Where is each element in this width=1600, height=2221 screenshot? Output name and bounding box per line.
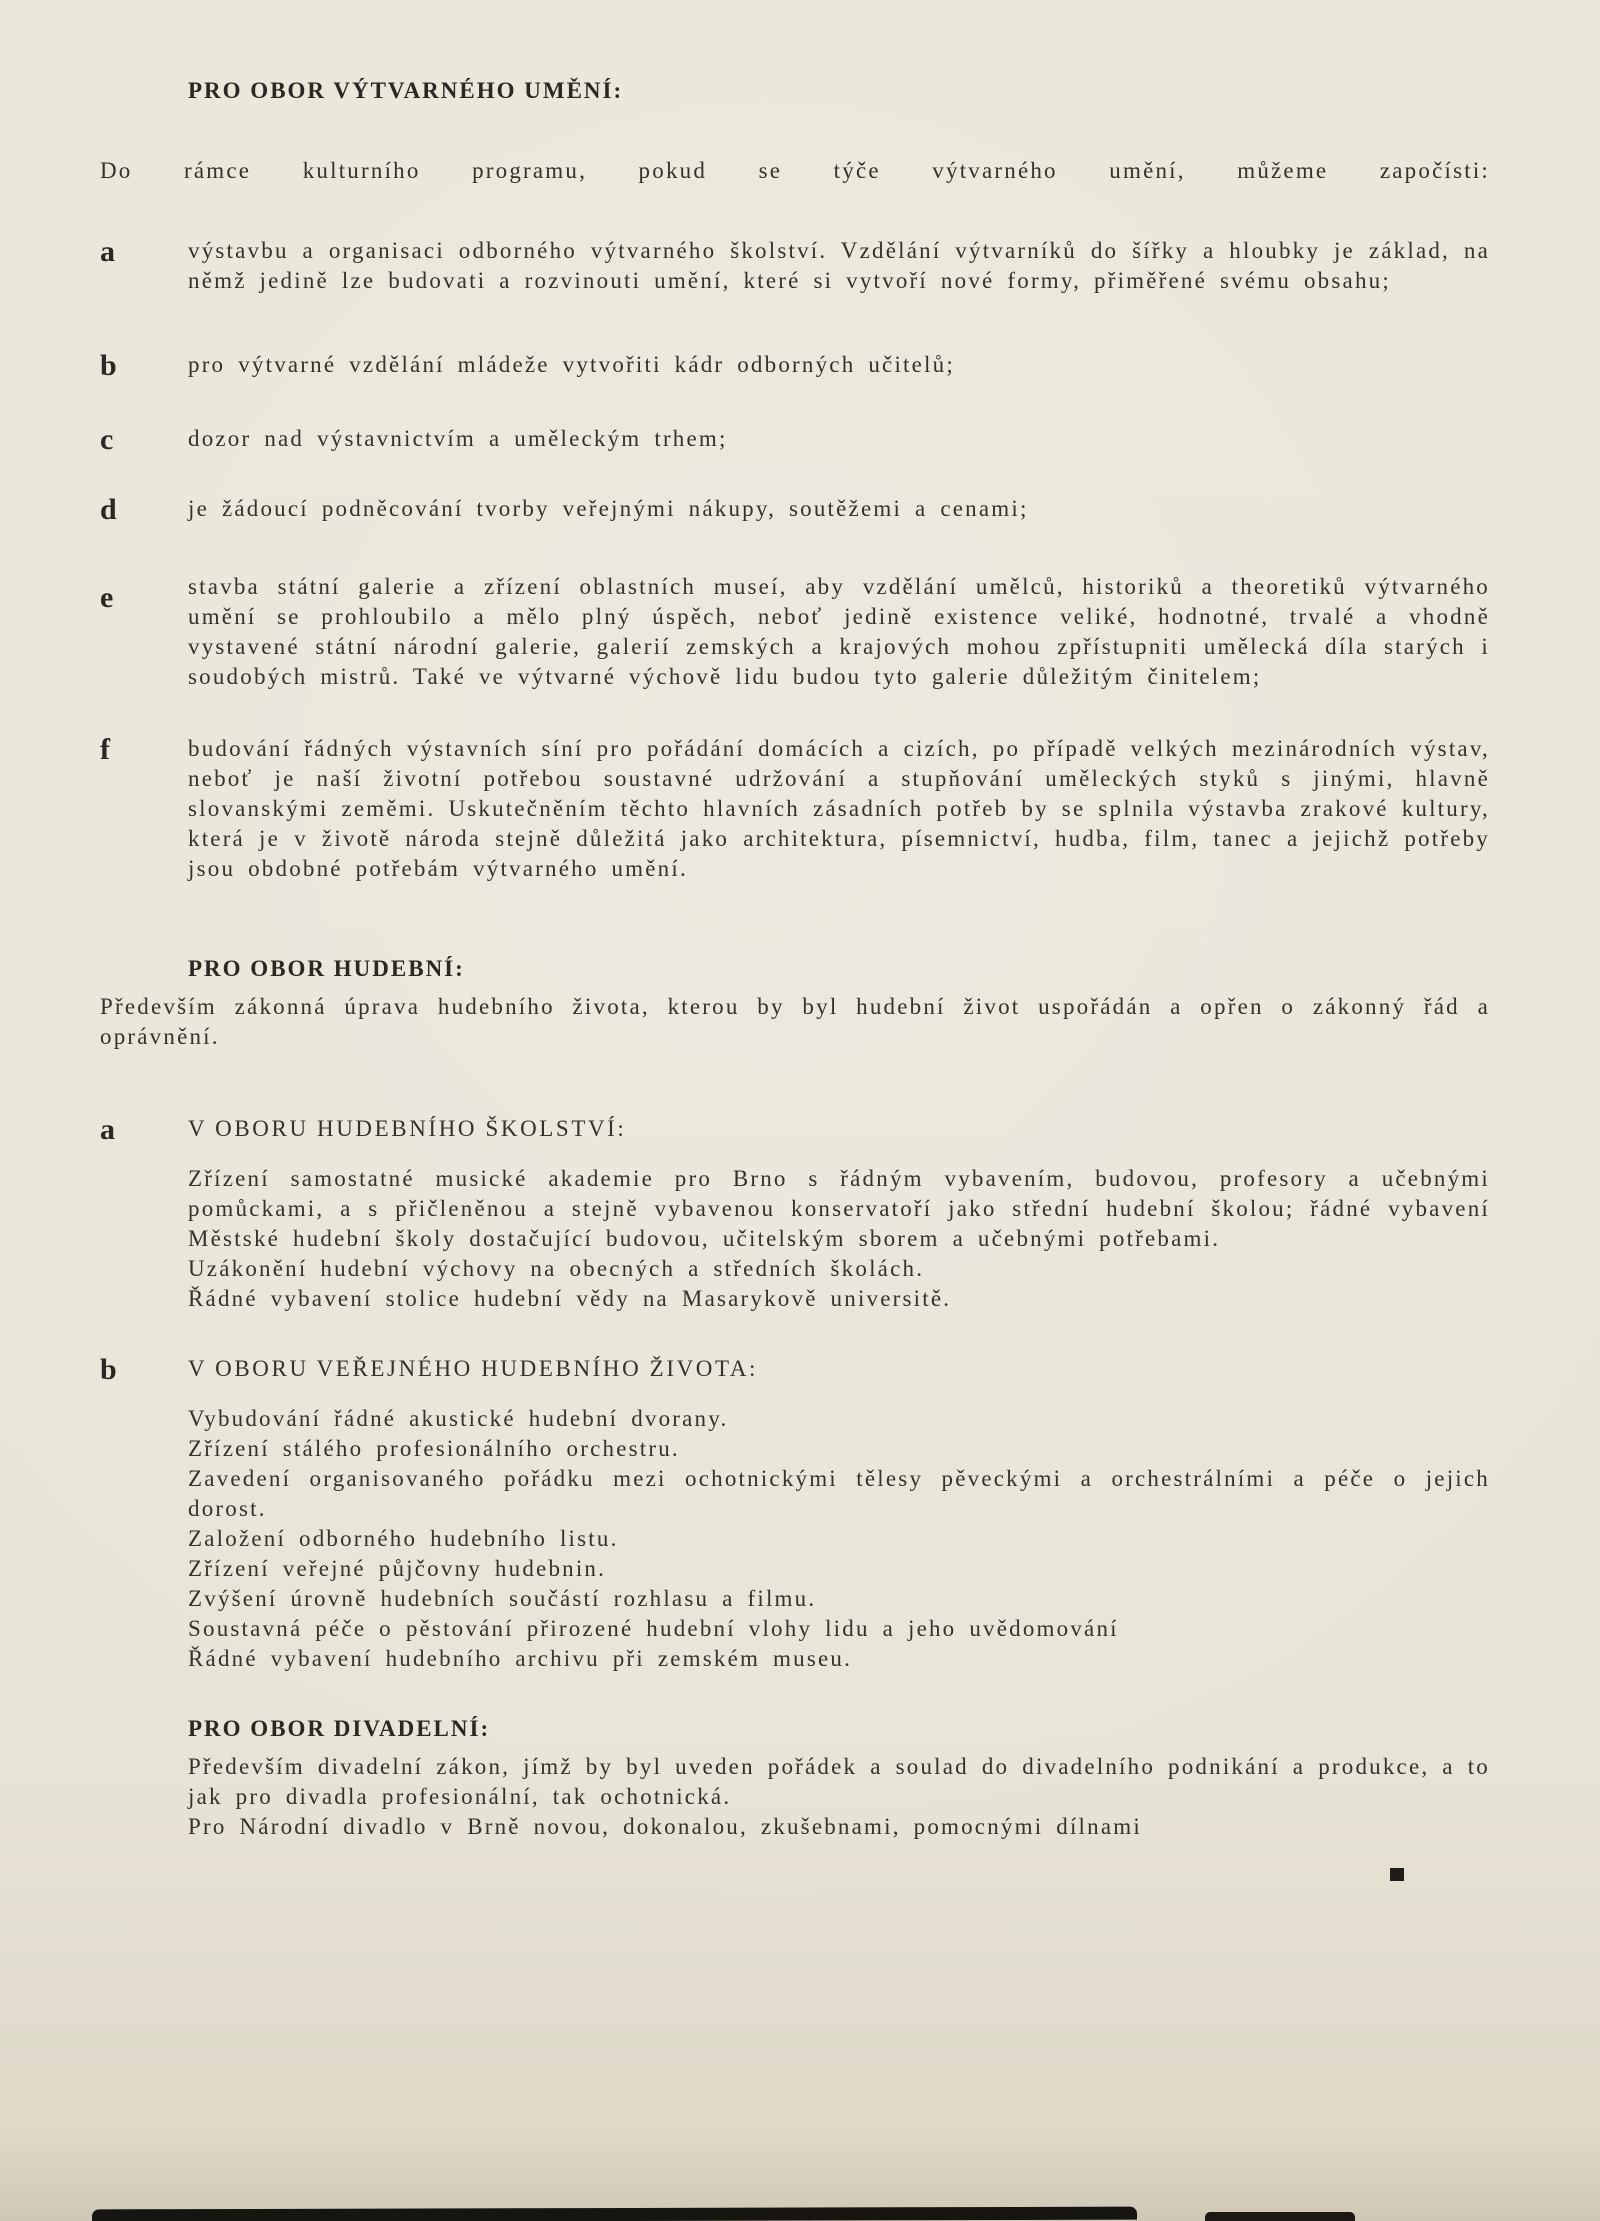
music-item-a-subheading: V OBORU HUDEBNÍHO ŠKOLSTVÍ:	[188, 1116, 627, 1141]
item-f-letter: f	[100, 733, 110, 766]
music-item-a-paragraph: Zřízení samostatné musické akademie pro Brno s řádným vybavením, budovou, profesory a učebnými pomůckami, a s přičleněnou a stejně vybavenou konservatoří jako střední hudební školou; řádné vybavení Městské hudební školy dostačující budovou, učitelským sborem a učebnými potřebami.	[188, 1166, 1490, 1251]
ink-mark	[1390, 1868, 1404, 1881]
section-heading-theatre: PRO OBOR DIVADELNÍ:	[188, 1716, 491, 1741]
scan-edge-artifact	[92, 2207, 1137, 2221]
list-item-a	[100, 236, 1490, 296]
music-item-b-line: Řádné vybavení hudebního archivu při zemském museu.	[188, 1646, 853, 1671]
item-e-text: stavba státní galerie a zřízení oblastních museí, aby vzdělání umělců, historiků a theoretiků výtvarného umění se prohloubilo a mělo plný úspěch, neboť jedině existence veliké, hodnotné, trvalé a vhodně vystavené státní národní galerie, galerií zemských a krajových mohou zpřístupniti umělecká díla starých i soudobých mistrů. Také ve výtvarné výchově lidu budou tyto galerie důležitým činitelem;	[188, 574, 1490, 689]
section-heading-visual-arts: PRO OBOR VÝTVARNÉHO UMĚNÍ:	[188, 78, 624, 103]
item-d-letter: d	[100, 493, 117, 526]
visual-arts-intro: Do rámce kulturního programu, pokud se týče výtvarného umění, můžeme započísti:	[100, 158, 1490, 183]
music-item-b-line: Zřízení veřejné půjčovny hudebnin.	[188, 1556, 607, 1581]
item-d-text: je žádoucí podněcování tvorby veřejnými nákupy, soutěžemi a cenami;	[188, 496, 1029, 521]
music-item-b-line: Zvýšení úrovně hudebních součástí rozhlasu a filmu.	[188, 1586, 817, 1611]
item-b-text: pro výtvarné vzdělání mládeže vytvořiti kádr odborných učitelů;	[188, 352, 955, 377]
music-intro: Především zákonná úprava hudebního života, kterou by byl hudební život uspořádán a opřen o zákonný řád a oprávnění.	[100, 994, 1490, 1049]
music-item-b-line: Založení odborného hudebního listu.	[188, 1526, 619, 1551]
list-item-f	[100, 734, 1490, 884]
list-item-e	[100, 572, 1490, 692]
music-item-b-block	[188, 1354, 1490, 1674]
section-heading-music: PRO OBOR HUDEBNÍ:	[188, 956, 465, 981]
scan-edge-artifact	[1205, 2212, 1355, 2221]
section-visual-arts	[100, 76, 1490, 884]
music-item-b-line: Zavedení organisovaného pořádku mezi ochotnickými tělesy pěveckými a orchestrálními a péče o jejich dorost.	[188, 1466, 1490, 1521]
item-c-text: dozor nad výstavnictvím a uměleckým trhem;	[188, 426, 728, 451]
item-b-letter: b	[100, 349, 117, 382]
item-a-letter: a	[100, 235, 115, 268]
music-item-a-paragraph: Uzákonění hudební výchovy na obecných a středních školách.	[188, 1256, 925, 1281]
theatre-paragraph: Pro Národní divadlo v Brně novou, dokonalou, zkušebnami, pomocnými dílnami	[188, 1814, 1142, 1839]
theatre-paragraph: Především divadelní zákon, jímž by byl uveden pořádek a soulad do divadelního podnikání a produkce, a to jak pro divadla profesionální, tak ochotnická.	[188, 1754, 1490, 1809]
item-a-text: výstavbu a organisaci odborného výtvarného školství. Vzdělání výtvarníků do šířky a hloubky je základ, na němž jedině lze budovati a rozvinouti umění, které si vytvoří nové formy, přiměřené svému obsahu;	[188, 238, 1490, 293]
list-item-b	[100, 350, 1490, 382]
music-item-a-paragraph: Řádné vybavení stolice hudební vědy na Masarykově universitě.	[188, 1286, 952, 1311]
music-item-b-line: Vybudování řádné akustické hudební dvorany.	[188, 1406, 729, 1431]
music-item-b-line: Zřízení stálého profesionálního orchestru.	[188, 1436, 680, 1461]
section-music	[100, 954, 1490, 1674]
music-item-a-block	[188, 1114, 1490, 1314]
music-item-a-letter: a	[100, 1113, 115, 1146]
list-item-music-a	[100, 1114, 1490, 1314]
item-c-letter: c	[100, 423, 114, 456]
list-item-c	[100, 424, 1490, 456]
music-item-b-line: Soustavná péče o pěstování přirozené hudební vlohy lidu a jeho uvědomování	[188, 1616, 1119, 1641]
item-f-text: budování řádných výstavních síní pro pořádání domácích a cizích, po případě velkých mezinárodních výstav, neboť je naší životní potřebou soustavné udržování a stupňování uměleckých styků s jinými, hlavně slovanskými zeměmi. Uskutečněním těchto hlavních zásadních potřeb by se splnila výstavba zrakové kultury, která je v životě národa stejně důležitá jako architektura, písemnictví, hudba, film, tanec a jejichž potřeby jsou obdobné potřebám výtvarného umění.	[188, 736, 1490, 881]
list-item-music-b	[100, 1354, 1490, 1674]
section-theatre	[100, 1714, 1490, 1842]
music-item-b-letter: b	[100, 1353, 117, 1386]
list-item-d	[100, 494, 1490, 526]
item-e-letter: e	[100, 581, 114, 614]
theatre-body	[188, 1752, 1490, 1842]
music-item-b-subheading: V OBORU VEŘEJNÉHO HUDEBNÍHO ŽIVOTA:	[188, 1356, 759, 1381]
